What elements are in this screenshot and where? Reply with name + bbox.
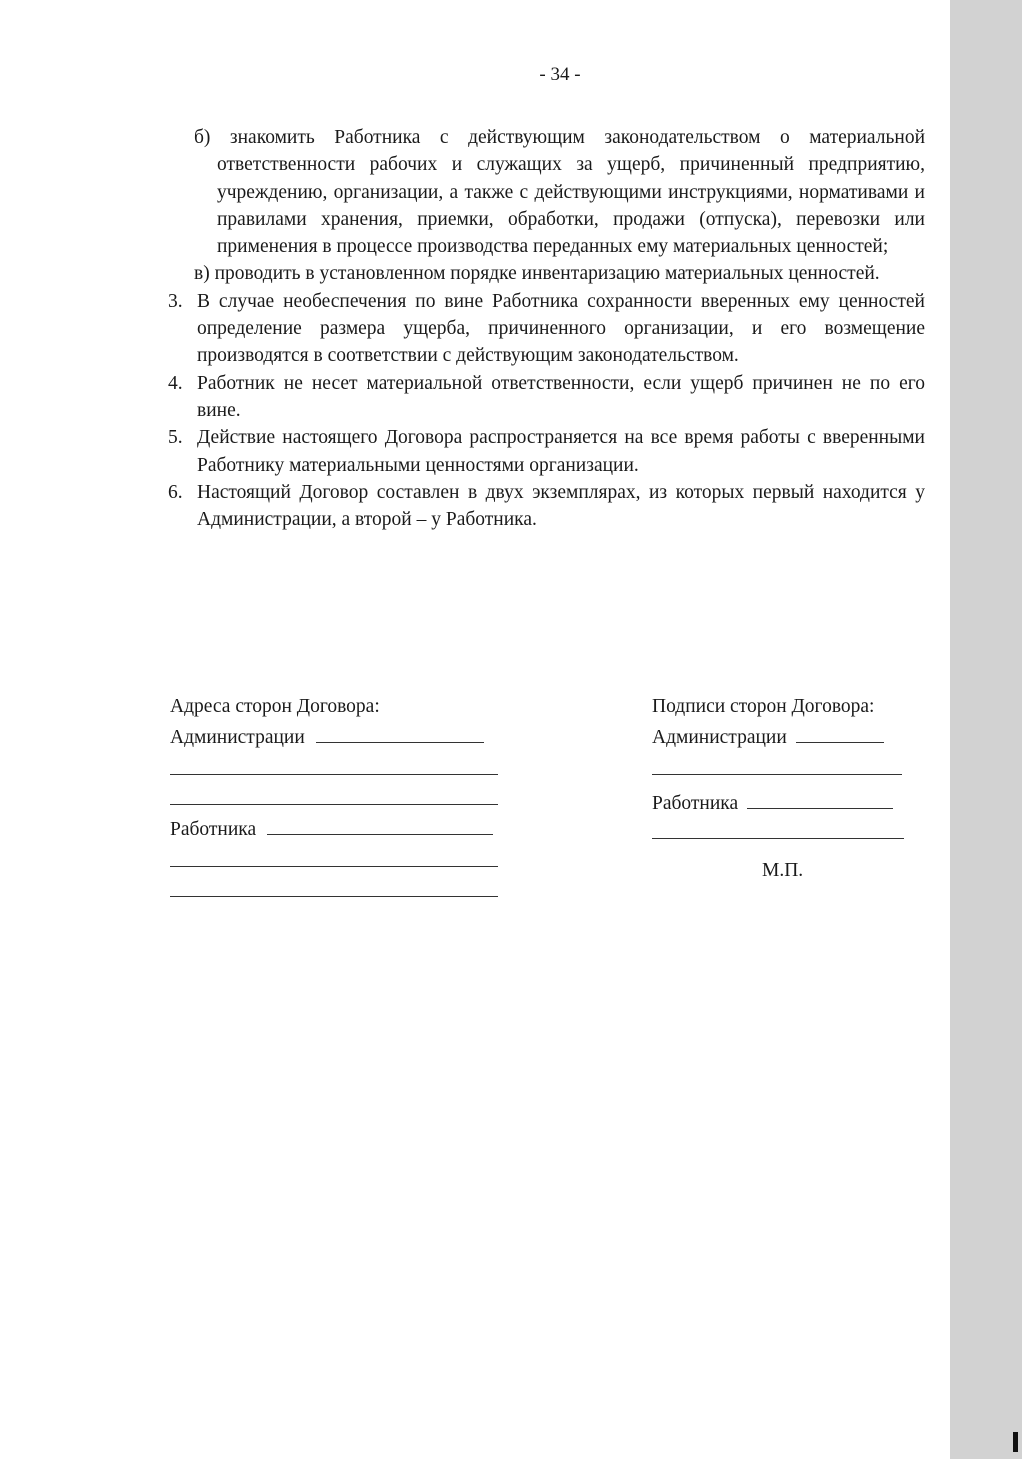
- addresses-worker-label: Работника: [170, 819, 257, 840]
- page-number: - 34 -: [539, 64, 581, 85]
- list-item: [168, 479, 925, 534]
- list-item: [168, 124, 925, 260]
- item-marker: 4.: [168, 372, 183, 394]
- worker-signature-field[interactable]: [747, 790, 893, 809]
- scan-margin: [950, 0, 1022, 1459]
- worker-address-line[interactable]: [170, 896, 498, 897]
- item-marker: 6.: [168, 481, 183, 503]
- item-text: В случае необеспечения по вине Работника сохранности вверенных ему ценностей определение размера ущерба, причиненного организации, и его возмещение производятся в соответствии с действующим законодательством.: [197, 290, 925, 367]
- item-marker: в): [194, 263, 215, 285]
- signatures-block: [652, 695, 922, 846]
- worker-address-line[interactable]: [170, 866, 498, 867]
- addresses-heading: Адреса сторон Договора:: [170, 696, 380, 717]
- item-text: Настоящий Договор составлен в двух экземплярах, из которых первый находится у Администрации, а второй – у Работника.: [197, 481, 925, 531]
- admin-signature-line[interactable]: [652, 774, 902, 775]
- item-marker: 3.: [168, 290, 183, 312]
- contract-body: [168, 124, 925, 533]
- item-text: Действие настоящего Договора распространяется на все время работы с вверенными Работнику материальными ценностями организации.: [197, 427, 925, 476]
- scan-edge-mark: [1013, 1432, 1018, 1452]
- addresses-block: [170, 695, 510, 902]
- admin-address-field[interactable]: [316, 724, 484, 743]
- item-marker: б): [194, 127, 230, 148]
- list-item: [168, 260, 925, 287]
- worker-address-field[interactable]: [267, 816, 493, 835]
- list-item: [168, 288, 925, 370]
- admin-signature-field[interactable]: [796, 724, 884, 743]
- signatures-admin-label: Администрации: [652, 727, 787, 748]
- admin-address-line[interactable]: [170, 774, 498, 775]
- signatures-heading: Подписи сторон Договора:: [652, 696, 875, 717]
- seal-placeholder: М.П.: [762, 860, 804, 881]
- addresses-admin-label: Администрации: [170, 727, 305, 748]
- item-text: проводить в установленном порядке инвентаризацию материальных ценностей.: [214, 263, 880, 285]
- item-marker: 5.: [168, 427, 183, 449]
- admin-address-line[interactable]: [170, 804, 498, 805]
- list-item: [168, 370, 925, 425]
- list-item: [168, 424, 925, 479]
- worker-signature-line[interactable]: [652, 838, 904, 839]
- item-text: Работник не несет материальной ответственности, если ущерб причинен не по его вине.: [197, 372, 925, 421]
- item-text: знакомить Работника с действующим законодательством о материальной ответственности рабочих и служащих за ущерб, причиненный предприятию, учреждению, организации, а также с действующими инструкциями, нормативами и правилами хранения, приемки, обработки, продажи (отпуска), перевозки или применения в процессе производства переданных ему материальных ценностей;: [217, 127, 925, 258]
- signatures-worker-label: Работника: [652, 793, 739, 814]
